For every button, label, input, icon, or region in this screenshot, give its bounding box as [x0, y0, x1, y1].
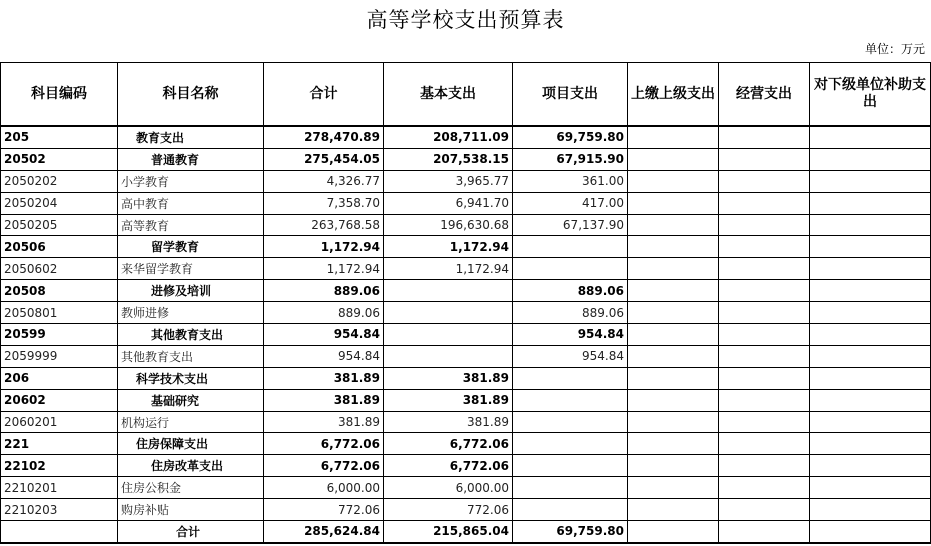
cell-basic: 6,772.06: [384, 455, 513, 477]
cell-code: 221: [1, 433, 118, 455]
table-row: [1, 302, 931, 324]
cell-project: 954.84: [513, 324, 628, 346]
table-row: [1, 389, 931, 411]
cell-code: 2059999: [1, 345, 118, 367]
cell-name: 高等教育: [118, 214, 264, 236]
cell-project: [513, 389, 628, 411]
cell-business: [719, 477, 810, 499]
cell-code: 2050204: [1, 192, 118, 214]
cell-business: [719, 236, 810, 258]
cell-subsidy: [810, 367, 931, 389]
cell-upper: [628, 455, 719, 477]
cell-subsidy: [810, 499, 931, 521]
table-row: [1, 236, 931, 258]
table-row: [1, 324, 931, 346]
cell-total: 1,172.94: [264, 258, 384, 280]
cell-business: [719, 126, 810, 148]
cell-basic: 196,630.68: [384, 214, 513, 236]
cell-subsidy: [810, 455, 931, 477]
cell-upper: [628, 411, 719, 433]
header-project: 项目支出: [513, 63, 628, 127]
cell-total: 772.06: [264, 499, 384, 521]
cell-subsidy: [810, 236, 931, 258]
cell-upper: [628, 236, 719, 258]
cell-total: 278,470.89: [264, 126, 384, 148]
table-row: [1, 433, 931, 455]
table-row: [1, 411, 931, 433]
cell-total: 6,772.06: [264, 455, 384, 477]
cell-name: 其他教育支出: [118, 324, 264, 346]
total-cell-business: [719, 521, 810, 543]
cell-project: 361.00: [513, 170, 628, 192]
table-row: [1, 170, 931, 192]
cell-total: 381.89: [264, 411, 384, 433]
cell-basic: [384, 345, 513, 367]
cell-business: [719, 433, 810, 455]
cell-basic: 1,172.94: [384, 236, 513, 258]
cell-code: 2050205: [1, 214, 118, 236]
header-subsidy: 对下级单位补助支出: [810, 63, 931, 127]
cell-business: [719, 324, 810, 346]
header-upper: 上缴上级支出: [628, 63, 719, 127]
cell-upper: [628, 126, 719, 148]
cell-code: 205: [1, 126, 118, 148]
cell-upper: [628, 214, 719, 236]
cell-upper: [628, 499, 719, 521]
cell-name: 小学教育: [118, 170, 264, 192]
cell-project: 67,915.90: [513, 148, 628, 170]
header-business: 经营支出: [719, 63, 810, 127]
table-row: [1, 455, 931, 477]
cell-name: 留学教育: [118, 236, 264, 258]
total-cell-project: 69,759.80: [513, 521, 628, 543]
cell-business: [719, 389, 810, 411]
cell-upper: [628, 345, 719, 367]
cell-name: 购房补贴: [118, 499, 264, 521]
total-cell-upper: [628, 521, 719, 543]
cell-total: 275,454.05: [264, 148, 384, 170]
total-cell-name: 合计: [118, 521, 264, 543]
cell-code: 2050801: [1, 302, 118, 324]
cell-code: 2210203: [1, 499, 118, 521]
cell-business: [719, 411, 810, 433]
table-row: [1, 367, 931, 389]
cell-name: 来华留学教育: [118, 258, 264, 280]
cell-subsidy: [810, 170, 931, 192]
cell-basic: [384, 324, 513, 346]
cell-code: 2210201: [1, 477, 118, 499]
cell-subsidy: [810, 433, 931, 455]
total-cell-basic: 215,865.04: [384, 521, 513, 543]
budget-table: [0, 62, 931, 544]
total-row: [1, 521, 931, 543]
cell-project: 69,759.80: [513, 126, 628, 148]
cell-code: 2050602: [1, 258, 118, 280]
cell-project: [513, 433, 628, 455]
cell-business: [719, 148, 810, 170]
cell-subsidy: [810, 477, 931, 499]
cell-basic: 381.89: [384, 367, 513, 389]
cell-total: 7,358.70: [264, 192, 384, 214]
cell-upper: [628, 280, 719, 302]
cell-subsidy: [810, 302, 931, 324]
total-cell-code: [1, 521, 118, 543]
cell-business: [719, 302, 810, 324]
cell-basic: 208,711.09: [384, 126, 513, 148]
cell-business: [719, 280, 810, 302]
cell-business: [719, 170, 810, 192]
cell-upper: [628, 258, 719, 280]
cell-upper: [628, 324, 719, 346]
cell-basic: 6,772.06: [384, 433, 513, 455]
cell-subsidy: [810, 192, 931, 214]
cell-total: 4,326.77: [264, 170, 384, 192]
total-cell-subsidy: [810, 521, 931, 543]
cell-basic: 207,538.15: [384, 148, 513, 170]
unit-label: 单位：万元: [864, 42, 925, 56]
cell-total: 381.89: [264, 367, 384, 389]
cell-total: 381.89: [264, 389, 384, 411]
cell-name: 住房公积金: [118, 477, 264, 499]
cell-project: [513, 258, 628, 280]
cell-upper: [628, 170, 719, 192]
cell-subsidy: [810, 148, 931, 170]
cell-total: 954.84: [264, 345, 384, 367]
cell-name: 住房保障支出: [118, 433, 264, 455]
table-row: [1, 214, 931, 236]
total-cell-total: 285,624.84: [264, 521, 384, 543]
cell-subsidy: [810, 280, 931, 302]
cell-name: 其他教育支出: [118, 345, 264, 367]
cell-subsidy: [810, 345, 931, 367]
cell-total: 889.06: [264, 280, 384, 302]
cell-basic: 381.89: [384, 389, 513, 411]
table-row: [1, 280, 931, 302]
cell-project: 67,137.90: [513, 214, 628, 236]
cell-project: [513, 499, 628, 521]
cell-upper: [628, 367, 719, 389]
cell-business: [719, 214, 810, 236]
cell-subsidy: [810, 258, 931, 280]
cell-project: [513, 367, 628, 389]
table-row: [1, 499, 931, 521]
table-header-row: [1, 63, 931, 127]
cell-name: 机构运行: [118, 411, 264, 433]
cell-code: 20506: [1, 236, 118, 258]
cell-upper: [628, 477, 719, 499]
table-row: [1, 345, 931, 367]
cell-subsidy: [810, 411, 931, 433]
cell-subsidy: [810, 214, 931, 236]
cell-total: 6,772.06: [264, 433, 384, 455]
cell-upper: [628, 389, 719, 411]
cell-business: [719, 192, 810, 214]
cell-upper: [628, 192, 719, 214]
header-code: 科目编码: [1, 63, 118, 127]
cell-code: 2060201: [1, 411, 118, 433]
header-total: 合计: [264, 63, 384, 127]
cell-total: 889.06: [264, 302, 384, 324]
cell-code: 20599: [1, 324, 118, 346]
header-name: 科目名称: [118, 63, 264, 127]
cell-basic: [384, 280, 513, 302]
cell-business: [719, 258, 810, 280]
cell-project: 954.84: [513, 345, 628, 367]
cell-project: 417.00: [513, 192, 628, 214]
cell-project: 889.06: [513, 280, 628, 302]
table-row: [1, 148, 931, 170]
cell-business: [719, 455, 810, 477]
cell-total: 1,172.94: [264, 236, 384, 258]
cell-project: [513, 455, 628, 477]
cell-name: 高中教育: [118, 192, 264, 214]
table-row: [1, 192, 931, 214]
cell-project: [513, 411, 628, 433]
cell-project: [513, 236, 628, 258]
cell-basic: 1,172.94: [384, 258, 513, 280]
cell-business: [719, 367, 810, 389]
cell-code: 20508: [1, 280, 118, 302]
cell-basic: 3,965.77: [384, 170, 513, 192]
cell-business: [719, 499, 810, 521]
cell-upper: [628, 148, 719, 170]
cell-basic: 381.89: [384, 411, 513, 433]
cell-total: 263,768.58: [264, 214, 384, 236]
cell-business: [719, 345, 810, 367]
cell-basic: [384, 302, 513, 324]
cell-name: 进修及培训: [118, 280, 264, 302]
cell-total: 954.84: [264, 324, 384, 346]
cell-code: 20602: [1, 389, 118, 411]
header-basic: 基本支出: [384, 63, 513, 127]
cell-code: 20502: [1, 148, 118, 170]
table-row: [1, 126, 931, 148]
cell-project: 889.06: [513, 302, 628, 324]
table-row: [1, 258, 931, 280]
cell-basic: 772.06: [384, 499, 513, 521]
cell-name: 基础研究: [118, 389, 264, 411]
cell-subsidy: [810, 389, 931, 411]
cell-name: 教师进修: [118, 302, 264, 324]
cell-basic: 6,941.70: [384, 192, 513, 214]
cell-project: [513, 477, 628, 499]
cell-name: 住房改革支出: [118, 455, 264, 477]
cell-code: 2050202: [1, 170, 118, 192]
table-row: [1, 477, 931, 499]
cell-name: 科学技术支出: [118, 367, 264, 389]
cell-upper: [628, 433, 719, 455]
cell-basic: 6,000.00: [384, 477, 513, 499]
cell-name: 教育支出: [118, 126, 264, 148]
cell-name: 普通教育: [118, 148, 264, 170]
cell-code: 22102: [1, 455, 118, 477]
page-title: 高等学校支出预算表: [366, 8, 565, 32]
cell-subsidy: [810, 324, 931, 346]
cell-total: 6,000.00: [264, 477, 384, 499]
cell-code: 206: [1, 367, 118, 389]
cell-subsidy: [810, 126, 931, 148]
cell-upper: [628, 302, 719, 324]
